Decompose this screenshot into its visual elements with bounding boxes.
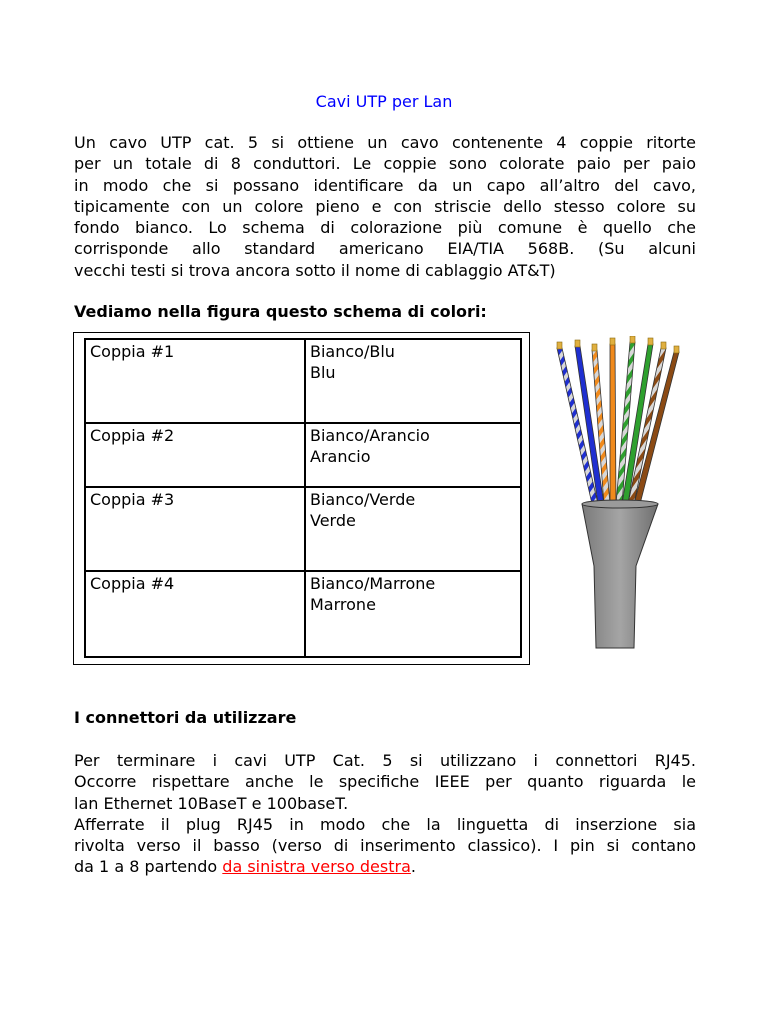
pair-color-striped: Bianco/Marrone <box>310 574 436 593</box>
connectors-paragraph <box>74 750 696 878</box>
plug-text: da 1 a 8 partendo <box>74 857 223 877</box>
intro-line: tipicamente con un colore pieno e con striscie dello stesso colore su <box>74 196 696 216</box>
pair-label: Coppia #2 <box>85 423 305 487</box>
pair-colors <box>305 423 521 487</box>
intro-line: Un cavo UTP cat. 5 si ottiene un cavo contenente 4 coppie ritorte <box>74 133 696 152</box>
intro-line: corrisponde allo standard americano EIA/TIA 568B. (Su alcuni <box>74 239 696 259</box>
pair-colors <box>305 339 521 423</box>
color-pairs-table <box>84 338 522 658</box>
pair-label: Coppia #4 <box>85 571 305 657</box>
connectors-line: Per terminare i cavi UTP Cat. 5 si utilizzano i connettori RJ45. <box>74 751 696 770</box>
pair-color-striped: Bianco/Arancio <box>310 426 430 445</box>
intro-paragraph <box>74 132 696 281</box>
table-row <box>85 487 521 571</box>
connectors-line: lan Ethernet 10BaseT e 100baseT. <box>74 793 349 813</box>
plug-period: . <box>410 857 416 877</box>
table-row <box>85 571 521 657</box>
plug-line-last <box>74 856 696 877</box>
pair-color-striped: Bianco/Verde <box>310 490 416 509</box>
intro-line: fondo bianco. Lo schema di colorazione più comune è quello che <box>74 218 696 238</box>
connectors-heading: I connettori da utilizzare <box>74 708 297 727</box>
pair-label: Coppia #3 <box>85 487 305 571</box>
pair-color-solid: Arancio <box>310 447 371 466</box>
pair-color-striped: Bianco/Blu <box>310 342 395 361</box>
intro-line: vecchi testi si trova ancora sotto il nome di cablaggio AT&T) <box>74 260 556 280</box>
table-row <box>85 423 521 487</box>
pair-color-solid: Blu <box>310 363 336 382</box>
pair-colors <box>305 487 521 571</box>
utp-cable-icon <box>548 336 698 650</box>
table-row <box>85 339 521 423</box>
pair-label: Coppia #1 <box>85 339 305 423</box>
page-title: Cavi UTP per Lan <box>315 92 453 111</box>
pair-color-solid: Marrone <box>310 595 376 614</box>
plug-line: Afferrate il plug RJ45 in modo che la linguetta di inserzione sia <box>74 814 696 834</box>
intro-line: in modo che si possano identificare da un capo all’altro del cavo, <box>74 175 696 195</box>
intro-line: per un totale di 8 conduttori. Le coppie sono colorate paio per paio <box>74 154 696 174</box>
direction-link[interactable]: da sinistra verso destra <box>222 857 411 877</box>
plug-line: rivolta verso il basso (verso di inserimento classico). I pin si contano <box>74 836 696 856</box>
connectors-line: Occorre rispettare anche le specifiche IEEE per quanto riguarda le <box>74 772 696 792</box>
pair-colors <box>305 571 521 657</box>
scheme-heading: Vediamo nella figura questo schema di colori: <box>74 302 487 321</box>
pair-color-solid: Verde <box>310 511 356 530</box>
